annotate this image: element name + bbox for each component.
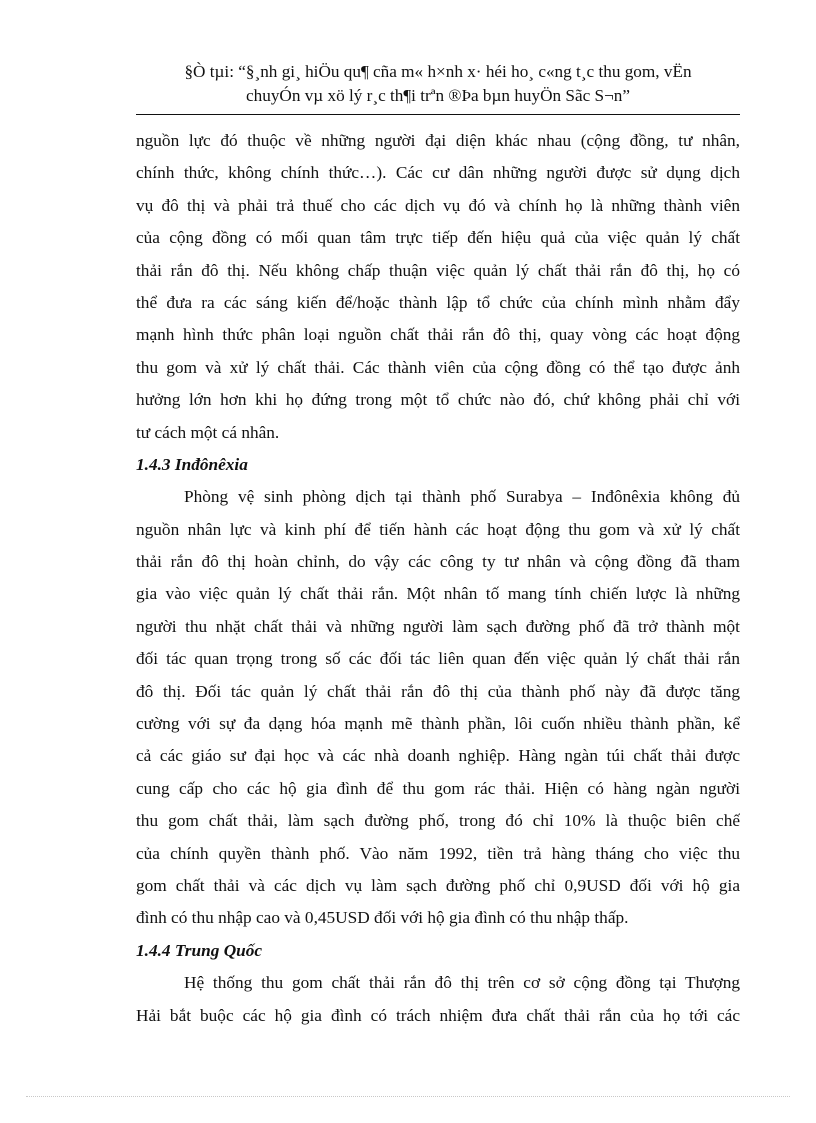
paragraph-line: thu gom chất thải, làm sạch đường phố, trong đó chỉ 10% là thuộc biên chế bbox=[136, 811, 740, 831]
paragraph-line: chính thức, không chính thức…). Các cư dân những người được sử dụng dịch bbox=[136, 163, 740, 183]
paragraph-line: cung cấp cho các hộ gia đình để thu gom rác thải. Hiện có hàng ngàn người bbox=[136, 778, 740, 798]
paragraph-line: thu gom và xử lý chất thải. Các thành viên của cộng đồng có thể tạo được ảnh bbox=[136, 357, 740, 377]
document-body bbox=[136, 125, 740, 1032]
paragraph-line: gia vào việc quản lý chất thải rắn. Một nhân tố mang tính chiến lược là những bbox=[136, 584, 740, 604]
paragraph-line: cả các giáo sư đại học và các nhà doanh nghiệp. Hàng ngàn túi chất thải được bbox=[136, 746, 740, 766]
paragraph-line: Hải bắt buộc các hộ gia đình có trách nhiệm đưa chất thải rắn của họ tới các bbox=[136, 1005, 740, 1025]
document-header bbox=[136, 60, 740, 108]
paragraph-line: vụ đô thị và phải trả thuế cho các dịch vụ đó và chính họ là những thành viên bbox=[136, 195, 740, 215]
paragraph-line: của chính quyền thành phố. Vào năm 1992, tiền trả hàng tháng cho việc thu bbox=[136, 843, 740, 863]
header-divider bbox=[136, 114, 740, 115]
paragraph-line: gom chất thải và các dịch vụ làm sạch đường phố chỉ 0,9USD đối với hộ gia bbox=[136, 875, 740, 895]
paragraph-line: đô thị. Đối tác quản lý chất thải rắn đô thị của thành phố này đã được tăng bbox=[136, 681, 740, 701]
section-heading-1-4-4: 1.4.4 Trung Quốc bbox=[136, 940, 263, 960]
paragraph-line: nguồn lực đó thuộc về những người đại diện khác nhau (cộng đồng, tư nhân, bbox=[136, 131, 740, 150]
header-title-line-2: chuyÓn vµ xö lý r¸c th¶i trªn ®Þa bµn huyÖn Sãc S¬n” bbox=[246, 86, 630, 105]
header-title-line-1: §Ò tµi: “§¸nh gi¸ hiÖu qu¶ cña m« h×nh x· héi ho¸ c«ng t¸c thu gom, vËn bbox=[184, 62, 692, 81]
section-heading-1-4-3: 1.4.3 Inđônêxia bbox=[136, 454, 248, 474]
paragraph-line: người thu nhặt chất thải và những người làm sạch đường phố đã trở thành một bbox=[136, 616, 740, 636]
paragraph-line: của cộng đồng có mối quan tâm trực tiếp đến hiệu quả của việc quản lý chất bbox=[136, 228, 740, 248]
paragraph-line: đình có thu nhập cao và 0,45USD đối với hộ gia đình có thu nhập thấp. bbox=[136, 908, 629, 928]
paragraph-line: đối tác quan trọng trong số các đối tác liên quan đến việc quản lý chất thải rắn bbox=[136, 649, 740, 669]
paragraph-line: hưởng lớn hơn khi họ đứng trong một tổ chức nào đó, chứ không phải chỉ với bbox=[136, 390, 740, 410]
paragraph-line: thải rắn đô thị. Nếu không chấp thuận việc quản lý chất thải rắn đô thị, họ có bbox=[136, 260, 740, 280]
paragraph-line: mạnh hình thức phân loại nguồn chất thải rắn đô thị, quay vòng các hoạt động bbox=[136, 325, 740, 345]
paragraph-line: Hệ thống thu gom chất thải rắn đô thị trên cơ sở cộng đồng tại Thượng bbox=[184, 973, 740, 993]
paragraph-line: thải rắn đô thị hoàn chỉnh, do vậy các công ty tư nhân và cộng đồng đã tham bbox=[136, 552, 740, 572]
footer-dotted-rule bbox=[26, 1096, 790, 1097]
paragraph-line: tư cách một cá nhân. bbox=[136, 422, 280, 442]
paragraph-line: nguồn nhân lực và kinh phí để tiến hành các hoạt động thu gom và xử lý chất bbox=[136, 519, 740, 539]
paragraph-line: Phòng vệ sinh phòng dịch tại thành phố Surabya – Inđônêxia không đủ bbox=[184, 487, 740, 507]
paragraph-line: thể đưa ra các sáng kiến để/hoặc thành lập tổ chức của chính mình nhằm đẩy bbox=[136, 292, 740, 312]
paragraph-line: cường với sự đa dạng hóa mạnh mẽ thành phần, lôi cuốn nhiều thành phần, kể bbox=[136, 714, 740, 734]
